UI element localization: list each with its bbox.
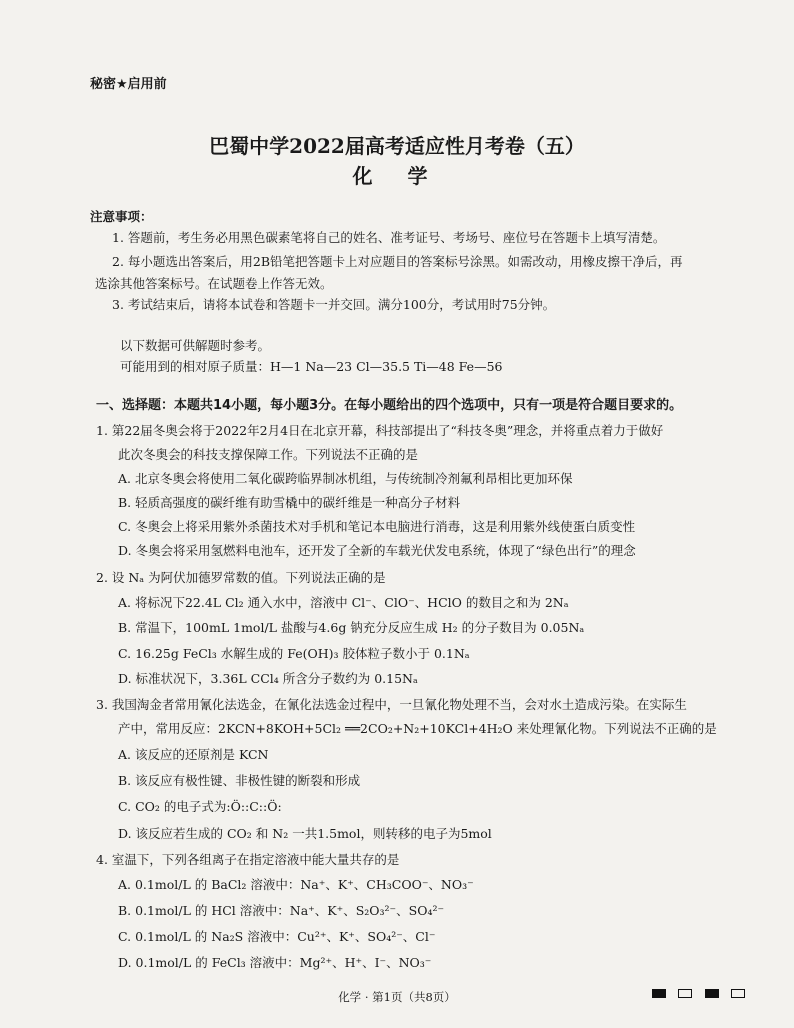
option-b: B. 常温下，100mL 1mol/L 盐酸与4.6g 钠充分反应生成 H₂ 的分子数目为 0.05Nₐ bbox=[118, 620, 585, 635]
option-a: A. 该反应的还原剂是 KCN bbox=[118, 747, 269, 762]
question-stem: 产中，常用反应：2KCN+8KOH+5Cl₂ ══2CO₂+N₂+10KCl+4H₂O 来处理氰化物。下列说法不正确的是 bbox=[118, 721, 717, 736]
option-d: D. 0.1mol/L 的 FeCl₃ 溶液中：Mg²⁺、H⁺、I⁻、NO₃⁻ bbox=[118, 955, 432, 970]
note-item: 3. 考试结束后，请将本试卷和答题卡一并交回。满分100分，考试用时75分钟。 bbox=[112, 297, 556, 312]
option-b: B. 0.1mol/L 的 HCl 溶液中：Na⁺、K⁺、S₂O₃²⁻、SO₄²⁻ bbox=[118, 903, 445, 918]
filled-square-mark bbox=[652, 989, 666, 998]
question-stem: 4. 室温下，下列各组离子在指定溶液中能大量共存的是 bbox=[96, 852, 400, 867]
atomic-masses: 可能用到的相对原子质量：H—1 Na—23 Cl—35.5 Ti—48 Fe—56 bbox=[120, 359, 503, 374]
option-a: A. 将标况下22.4L Cl₂ 通入水中，溶液中 Cl⁻、ClO⁻、HClO 的数目之和为 2Nₐ bbox=[118, 595, 569, 610]
option-c: C. 冬奥会上将采用紫外杀菌技术对手机和笔记本电脑进行消毒，这是利用紫外线使蛋白质变性 bbox=[118, 519, 636, 534]
data-intro: 以下数据可供解题时参考。 bbox=[120, 338, 271, 353]
secret-label: 秘密★启用前 bbox=[90, 77, 167, 92]
option-d: D. 标准状况下，3.36L CCl₄ 所含分子数约为 0.15Nₐ bbox=[118, 671, 418, 686]
page-footer: 化学 · 第1页（共8页） bbox=[338, 990, 456, 1004]
question-stem: 1. 第22届冬奥会将于2022年2月4日在北京开幕，科技部提出了“科技冬奥”理念，并将重点着力于做好 bbox=[96, 423, 664, 438]
note-item: 选涂其他答案标号。在试题卷上作答无效。 bbox=[95, 276, 333, 291]
option-c: C. CO₂ 的电子式为:Ö::C::Ö: bbox=[118, 799, 282, 814]
empty-square-mark bbox=[731, 989, 745, 998]
option-a: A. 北京冬奥会将使用二氧化碳跨临界制冰机组，与传统制冷剂氟利昂相比更加环保 bbox=[118, 471, 573, 486]
option-d: D. 该反应若生成的 CO₂ 和 N₂ 一共1.5mol，则转移的电子为5mol bbox=[118, 826, 492, 841]
empty-square-mark bbox=[678, 989, 692, 998]
option-c: C. 0.1mol/L 的 Na₂S 溶液中：Cu²⁺、K⁺、SO₄²⁻、Cl⁻ bbox=[118, 929, 436, 944]
question-stem: 3. 我国淘金者常用氰化法选金，在氰化法选金过程中，一旦氰化物处理不当，会对水土造成污染。在实际生 bbox=[96, 697, 687, 712]
question-stem: 此次冬奥会的科技支撑保障工作。下列说法不正确的是 bbox=[118, 447, 419, 462]
question-stem: 2. 设 Nₐ 为阿伏加德罗常数的值。下列说法正确的是 bbox=[96, 570, 386, 585]
notes-heading: 注意事项： bbox=[90, 209, 153, 224]
option-b: B. 该反应有极性键、非极性键的断裂和形成 bbox=[118, 773, 361, 788]
option-d: D. 冬奥会将采用氢燃料电池车，还开发了全新的车载光伏发电系统，体现了“绿色出行”的理念 bbox=[118, 543, 636, 558]
subject-title: 化 学 bbox=[352, 164, 442, 188]
exam-title: 巴蜀中学2022届高考适应性月考卷（五） bbox=[209, 134, 585, 158]
option-b: B. 轻质高强度的碳纤维有助雪橇中的碳纤维是一种高分子材料 bbox=[118, 495, 461, 510]
note-item: 2. 每小题选出答案后，用2B铅笔把答题卡上对应题目的答案标号涂黑。如需改动，用橡皮擦干净后，再 bbox=[112, 254, 683, 269]
section-heading: 一、选择题：本题共14小题，每小题3分。在每小题给出的四个选项中，只有一项是符合题目要求的。 bbox=[96, 398, 683, 413]
option-c: C. 16.25g FeCl₃ 水解生成的 Fe(OH)₃ 胶体粒子数小于 0.1Nₐ bbox=[118, 646, 470, 661]
note-item: 1. 答题前，考生务必用黑色碳素笔将自己的姓名、准考证号、考场号、座位号在答题卡上填写清楚。 bbox=[112, 230, 666, 245]
option-a: A. 0.1mol/L 的 BaCl₂ 溶液中：Na⁺、K⁺、CH₃COO⁻、NO₃⁻ bbox=[118, 877, 474, 892]
filled-square-mark bbox=[705, 989, 719, 998]
